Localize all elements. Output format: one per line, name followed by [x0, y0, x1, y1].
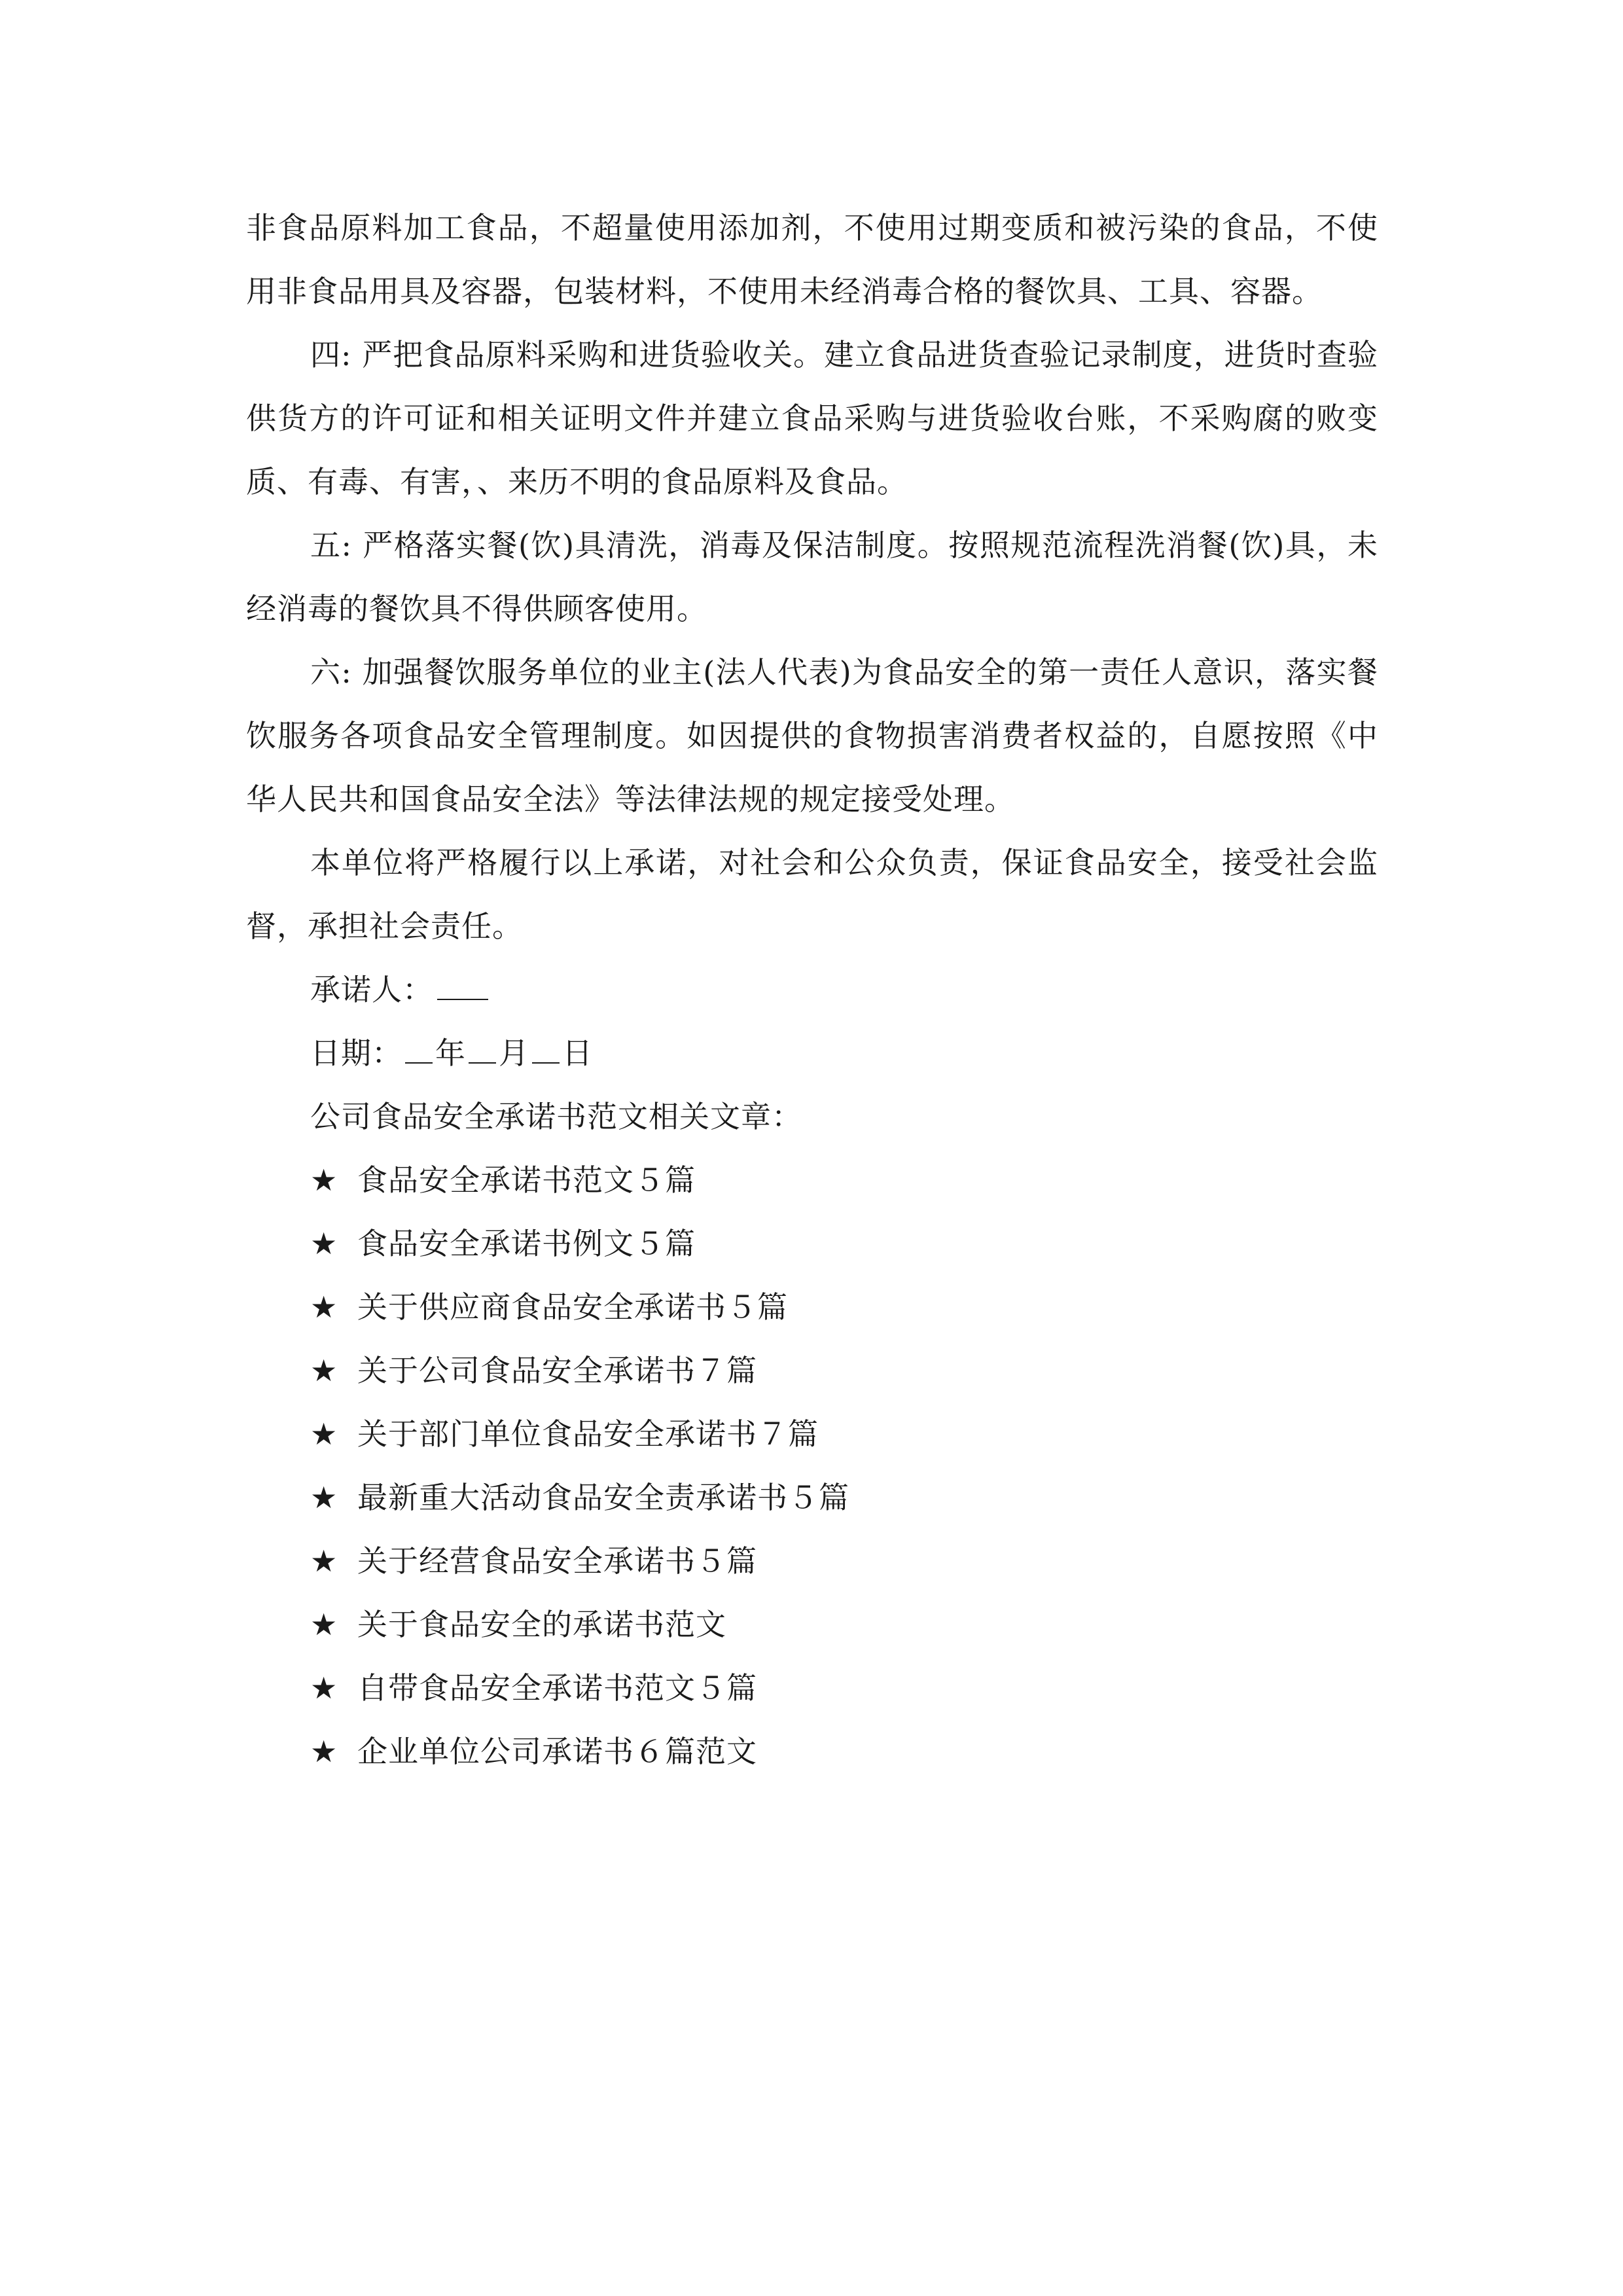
- year-blank: [405, 1036, 433, 1064]
- star-bullet-icon: ★: [310, 1289, 338, 1325]
- paragraph-item-four: 四: 严把食品原料采购和进货验收关。建立食品进货查验记录制度，进货时查验供货方的许可证和相关证明文件并建立食品采购与进货验收台账，不采购腐的败变质、有毒、有害，、来历不明的食品原料及食品。: [246, 337, 1378, 499]
- related-articles-list: [246, 1149, 1378, 1784]
- related-article-link[interactable]: 关于部门单位食品安全承诺书７篇: [357, 1416, 819, 1452]
- star-bullet-icon: ★: [310, 1226, 338, 1261]
- star-bullet-icon: ★: [310, 1670, 338, 1706]
- related-article-item[interactable]: [246, 1276, 1378, 1339]
- related-article-link[interactable]: 关于经营食品安全承诺书５篇: [357, 1543, 757, 1579]
- star-bullet-icon: ★: [310, 1480, 338, 1515]
- document-body: [246, 196, 1378, 1784]
- related-article-link[interactable]: 企业单位公司承诺书６篇范文: [357, 1734, 757, 1769]
- promiser-line: [246, 958, 1378, 1022]
- related-article-link[interactable]: 关于公司食品安全承诺书７篇: [357, 1353, 757, 1388]
- star-bullet-icon: ★: [310, 1162, 338, 1198]
- related-article-link[interactable]: 食品安全承诺书例文５篇: [357, 1226, 696, 1261]
- related-article-item[interactable]: [246, 1657, 1378, 1720]
- related-article-link[interactable]: 关于食品安全的承诺书范文: [357, 1607, 726, 1642]
- related-heading: 公司食品安全承诺书范文相关文章：: [310, 1099, 802, 1134]
- star-bullet-icon: ★: [310, 1416, 338, 1452]
- star-bullet-icon: ★: [310, 1353, 338, 1388]
- month-blank: [469, 1036, 496, 1064]
- related-article-item[interactable]: [246, 1720, 1378, 1784]
- date-line: [246, 1022, 1378, 1085]
- related-article-item[interactable]: [246, 1403, 1378, 1466]
- date-label: 日期：: [310, 1035, 402, 1071]
- paragraph-closing: 本单位将严格履行以上承诺，对社会和公众负责，保证食品安全，接受社会监督，承担社会责任。: [246, 845, 1378, 944]
- year-label: 年: [435, 1035, 466, 1071]
- month-label: 月: [499, 1035, 529, 1071]
- related-article-link[interactable]: 自带食品安全承诺书范文５篇: [357, 1670, 757, 1706]
- promiser-label: 承诺人：: [310, 972, 433, 1007]
- related-article-item[interactable]: [246, 1149, 1378, 1212]
- paragraph-continuation: 非食品原料加工食品，不超量使用添加剂，不使用过期变质和被污染的食品，不使用非食品用具及容器，包装材料，不使用未经消毒合格的餐饮具、工具、容器。: [246, 210, 1378, 309]
- related-article-item[interactable]: [246, 1530, 1378, 1593]
- related-article-item[interactable]: [246, 1466, 1378, 1530]
- related-article-link[interactable]: 关于供应商食品安全承诺书５篇: [357, 1289, 788, 1325]
- related-article-link[interactable]: 食品安全承诺书范文５篇: [357, 1162, 696, 1198]
- related-article-link[interactable]: 最新重大活动食品安全责承诺书５篇: [357, 1480, 849, 1515]
- paragraph-item-six: 六: 加强餐饮服务单位的业主(法人代表)为食品安全的第一责任人意识，落实餐饮服务各项食品安全管理制度。如因提供的食物损害消费者权益的，自愿按照《中华人民共和国食品安全法》等法律法规的规定接受处理。: [246, 655, 1378, 817]
- related-article-item[interactable]: [246, 1212, 1378, 1276]
- related-article-item[interactable]: [246, 1593, 1378, 1657]
- day-blank: [532, 1036, 560, 1064]
- star-bullet-icon: ★: [310, 1543, 338, 1579]
- related-article-item[interactable]: [246, 1339, 1378, 1403]
- star-bullet-icon: ★: [310, 1607, 338, 1642]
- star-bullet-icon: ★: [310, 1734, 338, 1769]
- paragraph-item-five: 五: 严格落实餐(饮)具清洗，消毒及保洁制度。按照规范流程洗消餐(饮)具，未经消毒的餐饮具不得供顾客使用。: [246, 528, 1378, 626]
- promiser-blank: [437, 973, 488, 1000]
- day-label: 日: [562, 1035, 593, 1071]
